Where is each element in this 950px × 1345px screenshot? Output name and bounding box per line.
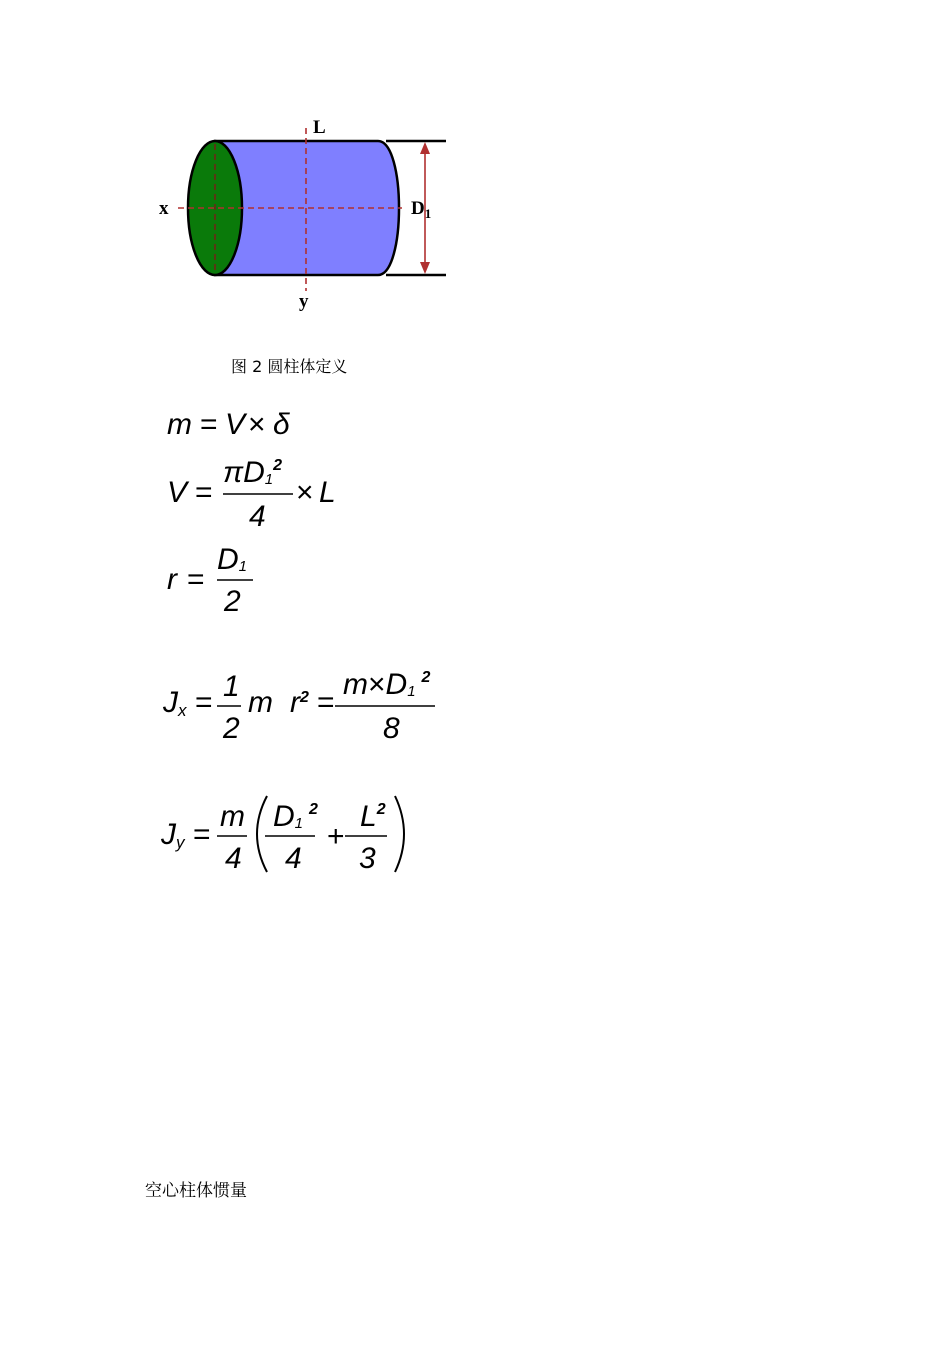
svg-text:L: L (319, 476, 336, 509)
svg-text:4: 4 (225, 842, 242, 875)
svg-text:=: = (195, 476, 213, 509)
volume-formula (155, 452, 375, 534)
svg-text:3: 3 (359, 842, 376, 875)
svg-text:V: V (225, 408, 246, 441)
svg-text:=: = (193, 818, 211, 851)
svg-text:2: 2 (223, 712, 240, 745)
svg-text:4: 4 (249, 500, 266, 533)
arrow-head-down (420, 262, 430, 274)
radius-formula (155, 537, 295, 619)
svg-text:V: V (167, 476, 188, 509)
svg-text:δ: δ (273, 408, 290, 441)
svg-text:πD12: $\pi D1^2$ (223, 456, 283, 489)
svg-text:=: = (187, 563, 205, 596)
svg-text:1: 1 (223, 670, 240, 703)
svg-text:2: 2 (224, 585, 241, 618)
jx-formula (155, 666, 455, 750)
cylinder-diagram (150, 108, 460, 318)
svg-text:=: = (200, 408, 218, 441)
figure-caption: 图 2 圆柱体定义 (231, 357, 348, 376)
svg-text:=: = (317, 686, 335, 719)
mass-formula (155, 398, 355, 446)
svg-text:+: + (327, 820, 345, 853)
svg-text:Jy: Jy (161, 818, 185, 852)
svg-text:m×D12: $m\times D1^2$ (343, 668, 431, 701)
svg-text:L2: $L^2$ (360, 800, 386, 833)
svg-text:8: 8 (383, 712, 400, 745)
diameter-label: $D_1$ (411, 198, 432, 221)
right-paren (395, 796, 404, 872)
jy-formula (155, 790, 435, 880)
svg-text:r: r (167, 563, 177, 596)
svg-text:m: m (220, 800, 245, 833)
svg-text:D1: D1 (217, 543, 248, 576)
svg-text:4: 4 (285, 842, 302, 875)
svg-text:m: m (248, 686, 273, 719)
length-label: L (313, 117, 326, 138)
svg-text:D12: $D1^2$ (273, 800, 318, 833)
x-axis-label: x (159, 198, 169, 219)
y-axis-label: y (299, 291, 309, 312)
svg-text:×: × (248, 408, 266, 441)
left-paren (257, 796, 267, 872)
svg-text:×: × (296, 476, 314, 509)
svg-text:r2: $r^2$ (290, 686, 309, 719)
section-heading: 空心柱体惯量 (145, 1181, 247, 1201)
svg-text:Jx: Jx (163, 686, 187, 720)
arrow-head-up (420, 142, 430, 154)
svg-text:m: m (167, 408, 192, 441)
svg-text:=: = (195, 686, 213, 719)
